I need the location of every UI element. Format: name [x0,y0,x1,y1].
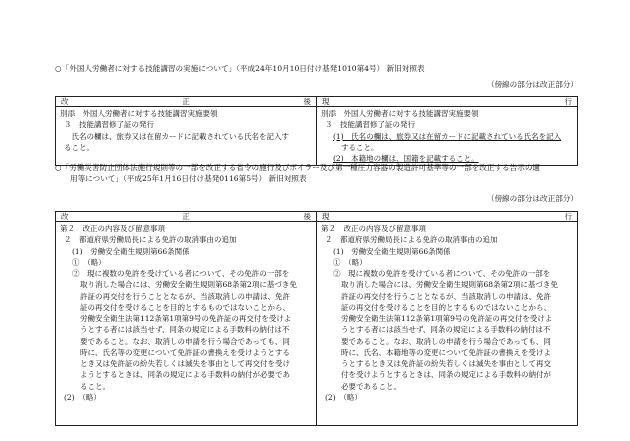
text-line: ① （略） [333,257,367,267]
current-text-cell [317,222,578,426]
text-line: ３ 技能講習修了証の発行 [64,120,154,130]
text-line: 別添 外国人労働者に対する技能講習実施要領 [321,109,479,118]
comparison-table-2 [55,211,578,426]
text-line: (2) （略） [325,392,362,402]
text-line: ① （略） [72,257,106,267]
text-line: 証の再交付を受けることを目的とするものではないことから、 [341,302,551,312]
text-line: ３ 技能講習修了証の発行 [325,120,415,130]
text-line: 別添 外国人労働者に対する技能講習実施要領 [60,109,218,118]
text-line: (1) 労働安全衛生規則第66条関係 [333,246,451,256]
text-line: 必要であること。 [341,381,401,391]
section1-heading: ○「外国人労働者に対する技能講習の実施について」（平成24年10月10日付け基発1010第4号） 新旧対照表 [55,64,425,73]
revised-text-cell [56,107,317,166]
section2-heading [55,162,540,185]
revised-text-cell [56,222,317,426]
text-line: 要であること。なお、取消しの申請を行う場合であっても、同 [341,336,551,346]
text-line: ２ 都道府県労働局長による免許の取消事由の追加 [64,235,237,245]
text-line: ようとするときは、同条の規定による手数料の納付が必要であ [80,370,290,380]
text-line: 氏名の欄は、旅券又は在留カードに記載されている氏名を記入す [64,131,289,141]
text-line: すること。 [341,142,379,152]
text-line: 取り消した場合には、労働安全衛生規則第68条第2項に基づき免 [341,280,558,290]
header-revised: 改 正 後 [56,97,317,107]
text-line: 時に、氏名等の変更について免許証の書換えを受けようとする [80,347,290,357]
current-text-cell [317,107,578,166]
section2-note: （傍線の部分は改正部分） [486,194,578,203]
text-line: うとする者には該当せず、同条の規定による手数料の納付は不 [341,325,551,335]
text-line: ２ 都道府県労働局長による免許の取消事由の追加 [325,235,498,245]
text-line: (2) （略） [64,392,101,402]
text-line: 付を受けようとするときは、同条の規定による手数料の納付が [341,370,551,380]
underlined-line: (2) 本籍地の欄は、国籍を記載すること。 [333,154,479,163]
text-line: 労働安全衛生法第112条第1項第9号の免許証の再交付を受けよ [80,314,292,323]
text-line: 許証の再交付を行うこととなるが、当該取消しの申請は、免許 [341,291,551,301]
comparison-table-1 [55,96,578,166]
header-revised: 改 正 後 [56,212,317,222]
text-line: ること。 [64,142,94,152]
text-line: 第２ 改正の内容及び留意事項 [321,224,426,233]
section2-heading-line2: 用等について」（平成25年1月16日付け基発0116第5号） 新旧対照表 [70,174,307,184]
text-line: うとする者には該当せず、同条の規定による手数料の納付は不 [80,325,290,335]
text-line: 時に、氏名、本籍地等の変更について免許証の書換えを受けよ [341,347,551,357]
text-line: ること。 [80,381,110,391]
text-line: 許証の再交付を行うこととなるが、当該取消しの申請は、免許 [80,291,290,301]
text-line: ② 現に複数の免許を受けている者について、その免許の一部を [72,269,290,278]
text-line: (1) 労働安全衛生規則第66条関係 [72,246,190,256]
text-line: 第２ 改正の内容及び留意事項 [60,224,165,233]
text-line: うとするとき又は免許証の紛失若しくは滅失を事由として再交 [341,359,551,368]
header-current: 現 行 [317,212,578,222]
text-line: 証の再交付を受けることを目的とするものではないことから、 [80,302,290,312]
text-line: ② 現に複数の免許を受けている者について、その免許の一部を [333,269,551,278]
section2-heading-line1: ○「労働災害防止団体法施行規則等の一部を改正する省令の施行及びボイラー及び第一種圧力容器の製造許可基準等の一部を改正する告示の適 [55,163,541,172]
text-line: 取り消した場合には、労働安全衛生規則第68条第2項に基づき免 [80,280,297,290]
text-line: とき又は免許証の紛失若しくは滅失を事由として再交付を受け [80,359,290,368]
text-line: 要であること。なお、取消しの申請を行う場合であっても、同 [80,336,290,346]
text-line: 労働安全衛生法第112条第1項第9号の免許証の再交付を受けよ [341,314,553,323]
header-current: 現 行 [317,97,578,107]
section1-note: （傍線の部分は改正部分） [486,80,578,89]
underlined-line: (1) 氏名の欄は、旅券又は在留カードに記載されている氏名を記入 [333,131,562,141]
